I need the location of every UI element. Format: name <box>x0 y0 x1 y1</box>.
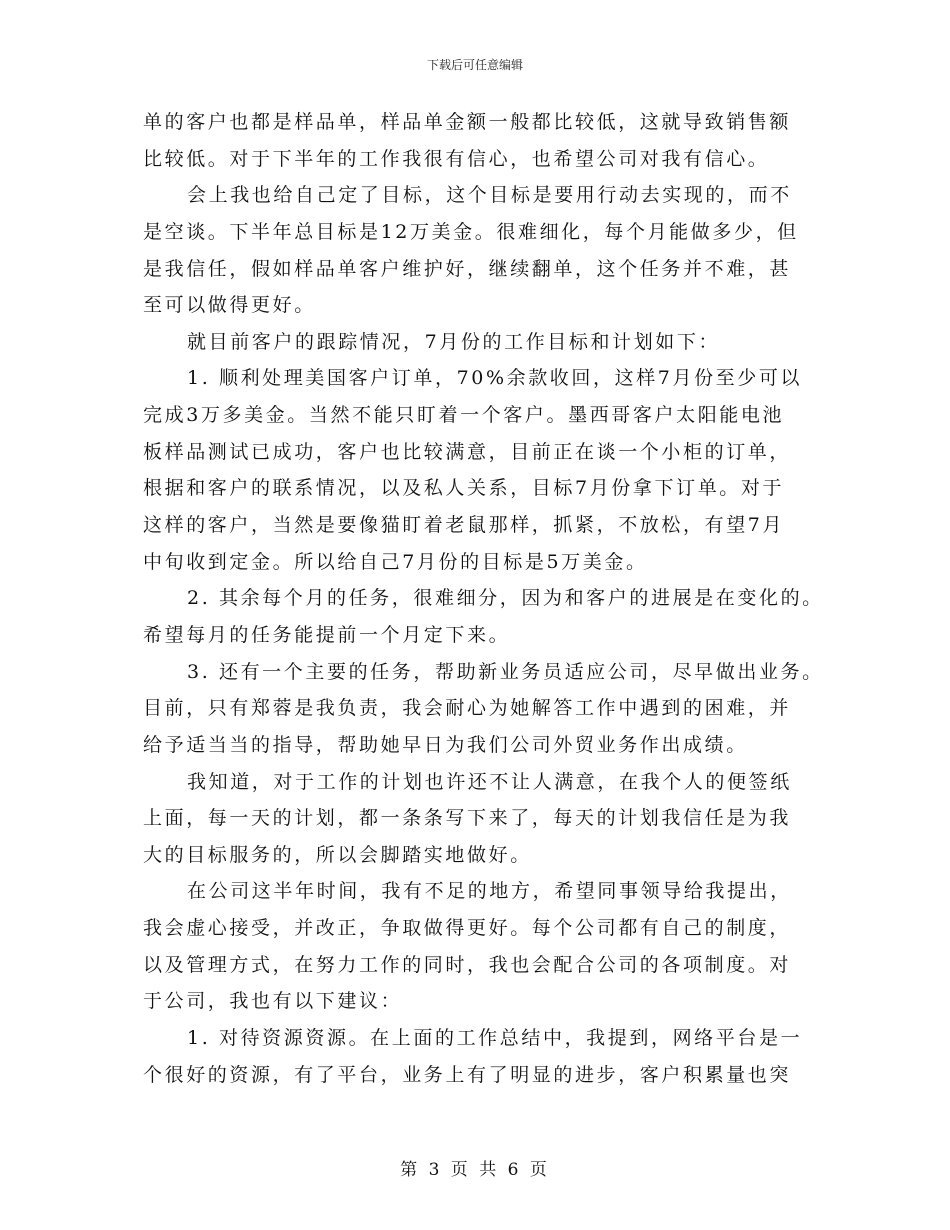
text-line: 以及管理方式，在努力工作的同时，我也会配合公司的各项制度。对 <box>143 953 792 976</box>
text-line: 给予适当当的指导，帮助她早日为我们公司外贸业务作出成绩。 <box>143 733 748 756</box>
page-footer: 第 3 页 共 6 页 <box>400 1160 550 1180</box>
text-line: 完成3万多美金。当然不能只盯着一个客户。墨西哥客户太阳能电池 <box>143 404 785 427</box>
text-line: 比较低。对于下半年的工作我很有信心，也希望公司对我有信心。 <box>143 147 770 170</box>
text-line: 是我信任，假如样品单客户维护好，继续翻单，这个任务并不难，甚 <box>143 257 792 280</box>
text-line: 个很好的资源，有了平台，业务上有了明显的进步，客户积累量也突 <box>143 1063 792 1086</box>
text-line: 是空谈。下半年总目标是12万美金。很难细化，每个月能做多少，但 <box>143 220 799 243</box>
document-body <box>143 104 824 1093</box>
text-line: 中旬收到定金。所以给自己7月份的目标是5万美金。 <box>143 550 648 573</box>
text-line: 板样品测试已成功，客户也比较满意，目前正在谈一个小柜的订单， <box>143 440 792 463</box>
text-line: 1. 对待资源资源。在上面的工作总结中，我提到，网络平台是一 <box>187 1027 803 1050</box>
text-line: 这样的客户，当然是要像猫盯着老鼠那样，抓紧，不放松，有望7月 <box>143 514 785 537</box>
text-line: 希望每月的任务能提前一个月定下来。 <box>143 623 511 646</box>
text-line: 目前，只有郑蓉是我负责，我会耐心为她解答工作中遇到的困难，并 <box>143 697 792 720</box>
text-line: 上面，每一天的计划，都一条条写下来了，每天的计划我信任是为我 <box>143 807 792 830</box>
text-line: 在公司这半年时间，我有不足的地方，希望同事领导给我提出， <box>187 880 792 903</box>
text-line: 会上我也给自己定了目标，这个目标是要用行动去实现的，而不 <box>187 184 792 207</box>
text-line: 于公司，我也有以下建议： <box>143 990 403 1013</box>
text-line: 根据和客户的联系情况，以及私人关系，目标7月份拿下订单。对于 <box>143 477 785 500</box>
text-line: 就目前客户的跟踪情况，7月份的工作目标和计划如下： <box>187 330 721 353</box>
text-line: 我知道，对于工作的计划也许还不让人满意，在我个人的便签纸 <box>187 770 792 793</box>
text-line: 3. 还有一个主要的任务，帮助新业务员适应公司，尽早做出业务。 <box>187 660 824 683</box>
text-line: 至可以做得更好。 <box>143 294 316 317</box>
text-line: 1. 顺利处理美国客户订单，70%余款收回，这样7月份至少可以 <box>187 367 803 390</box>
text-line: 大的目标服务的，所以会脚踏实地做好。 <box>143 843 532 866</box>
text-line: 2. 其余每个月的任务，很难细分，因为和客户的进展是在变化的。 <box>187 587 824 610</box>
text-line: 我会虚心接受，并改正，争取做得更好。每个公司都有自己的制度， <box>143 917 792 940</box>
text-line: 单的客户也都是样品单，样品单金额一般都比较低，这就导致销售额 <box>143 111 792 133</box>
header-note: 下载后可任意编辑 <box>426 58 523 72</box>
